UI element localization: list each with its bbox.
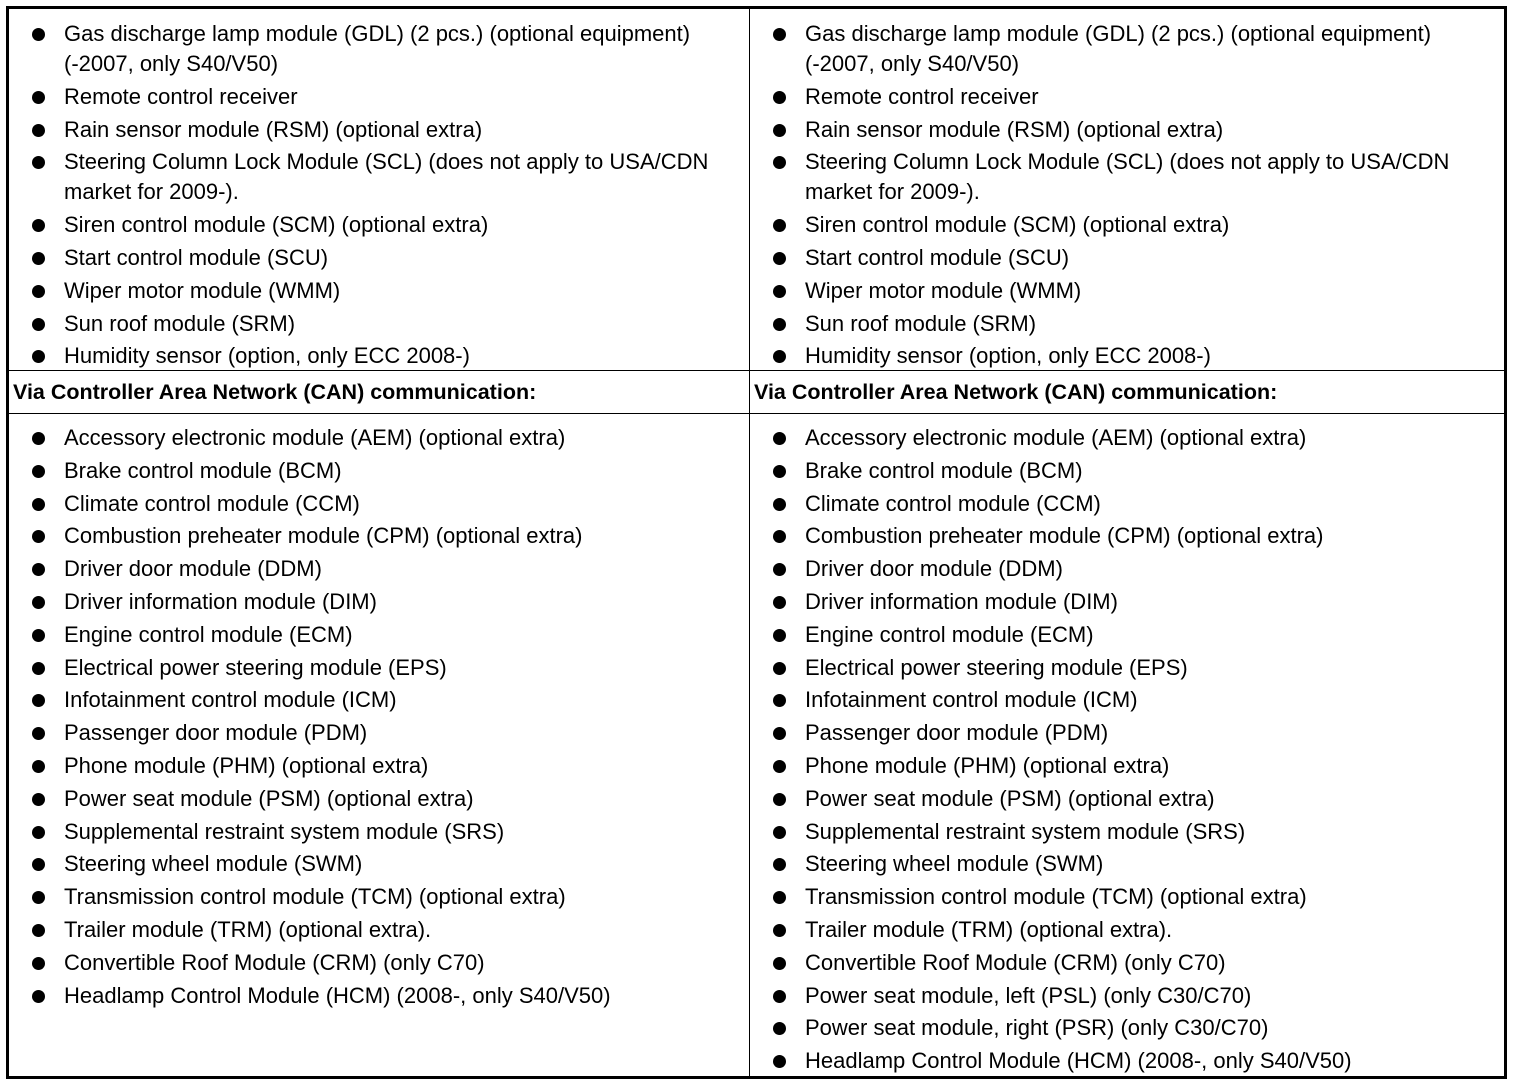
list-item	[750, 243, 1504, 273]
bullet-icon	[773, 465, 786, 478]
list-item-text: Remote control receiver	[805, 83, 1039, 109]
bullet-icon	[32, 432, 45, 445]
bullet-icon	[773, 957, 786, 970]
list-item-text: Start control module (SCU)	[64, 244, 329, 270]
bullet-icon	[32, 662, 45, 675]
list-item	[750, 620, 1504, 650]
bullet-icon	[32, 891, 45, 904]
bullet-icon	[32, 629, 45, 642]
list-item	[750, 82, 1504, 112]
bullet-icon	[32, 350, 45, 363]
list-item	[9, 147, 749, 207]
list-item-text: Headlamp Control Module (HCM) (2008-, only S40/V50)	[64, 982, 611, 1008]
list-item	[750, 341, 1504, 371]
list-item-text: Convertible Roof Module (CRM) (only C70)	[805, 949, 1226, 975]
list-item	[9, 341, 749, 371]
list-item-text: Passenger door module (PDM)	[805, 720, 1109, 746]
list-item-text: Steering wheel module (SWM)	[64, 851, 363, 877]
list-item	[750, 685, 1504, 715]
list-item-text: Phone module (PHM) (optional extra)	[64, 752, 429, 778]
list-item-text: Trailer module (TRM) (optional extra).	[64, 916, 432, 942]
bullet-icon	[32, 957, 45, 970]
bullet-icon	[773, 498, 786, 511]
bullet-icon	[32, 318, 45, 331]
list-item	[9, 718, 749, 748]
bullet-icon	[32, 793, 45, 806]
list-item	[750, 653, 1504, 683]
list-item-text: Trailer module (TRM) (optional extra).	[805, 916, 1173, 942]
bullet-icon	[773, 891, 786, 904]
bullet-icon	[773, 760, 786, 773]
bullet-icon	[32, 252, 45, 265]
list-item-text: Steering Column Lock Module (SCL) (does not apply to USA/CDN market for 2009-).	[64, 149, 709, 205]
list-item-text: Convertible Roof Module (CRM) (only C70)	[64, 949, 485, 975]
list-item-text: Climate control module (CCM)	[805, 490, 1101, 516]
bullet-icon	[32, 91, 45, 104]
list-item	[750, 718, 1504, 748]
bullet-icon	[32, 826, 45, 839]
bullet-icon	[32, 924, 45, 937]
list-item-text: Wiper motor module (WMM)	[805, 277, 1082, 303]
list-item-text: Brake control module (BCM)	[805, 457, 1083, 483]
list-item	[9, 489, 749, 519]
list-item-text: Wiper motor module (WMM)	[64, 277, 341, 303]
list-item	[9, 521, 749, 551]
list-item-text: Sun roof module (SRM)	[64, 310, 296, 336]
module-table	[6, 6, 1507, 1079]
bullet-icon	[32, 219, 45, 232]
bullet-icon	[32, 28, 45, 41]
bullet-icon	[32, 465, 45, 478]
list-item	[9, 210, 749, 240]
list-item-text: Gas discharge lamp module (GDL) (2 pcs.) (optional equipment) (-2007, only S40/V50)	[64, 21, 691, 76]
list-item-text: Electrical power steering module (EPS)	[64, 654, 447, 680]
list-item-text: Infotainment control module (ICM)	[64, 687, 397, 713]
list-item-text: Rain sensor module (RSM) (optional extra)	[805, 116, 1224, 142]
bullet-icon	[32, 727, 45, 740]
bullet-icon	[773, 432, 786, 445]
list-item	[750, 1046, 1504, 1076]
list-item	[9, 948, 749, 978]
list-item	[9, 849, 749, 879]
bullet-icon	[773, 990, 786, 1003]
bullet-icon	[32, 596, 45, 609]
list-item	[9, 981, 749, 1011]
list-item-text: Climate control module (CCM)	[64, 490, 360, 516]
list-item	[750, 521, 1504, 551]
list-item	[750, 587, 1504, 617]
list-item-text: Rain sensor module (RSM) (optional extra)	[64, 116, 483, 142]
list-item-text: Transmission control module (TCM) (optional extra)	[805, 884, 1307, 910]
bullet-icon	[773, 156, 786, 169]
list-item	[750, 456, 1504, 486]
bullet-icon	[773, 318, 786, 331]
bullet-icon	[773, 793, 786, 806]
list-item-text: Power seat module, left (PSL) (only C30/C70)	[805, 982, 1252, 1008]
right-top-cell	[750, 9, 1504, 371]
bullet-icon	[32, 990, 45, 1003]
list-item-text: Driver information module (DIM)	[64, 588, 377, 614]
list-item	[9, 587, 749, 617]
list-item-text: Combustion preheater module (CPM) (optional extra)	[64, 523, 583, 549]
bullet-icon	[32, 563, 45, 576]
list-item	[750, 882, 1504, 912]
list-item	[9, 685, 749, 715]
bullet-icon	[32, 498, 45, 511]
list-item	[9, 751, 749, 781]
list-item-text: Supplemental restraint system module (SRS)	[64, 818, 505, 844]
list-item	[9, 276, 749, 306]
bullet-icon	[773, 563, 786, 576]
list-item-text: Siren control module (SCM) (optional extra)	[805, 212, 1230, 238]
list-item	[9, 243, 749, 273]
list-item	[750, 981, 1504, 1011]
bullet-icon	[773, 285, 786, 298]
list-item	[750, 1013, 1504, 1043]
list-item	[9, 456, 749, 486]
bullet-icon	[773, 219, 786, 232]
list-item-text: Power seat module (PSM) (optional extra)	[64, 785, 474, 811]
bullet-icon	[773, 124, 786, 137]
bullet-icon	[32, 124, 45, 137]
list-item	[750, 115, 1504, 145]
bullet-icon	[773, 629, 786, 642]
list-item-text: Combustion preheater module (CPM) (optional extra)	[805, 523, 1324, 549]
list-item	[750, 210, 1504, 240]
list-item-text: Engine control module (ECM)	[805, 621, 1094, 647]
list-item	[9, 915, 749, 945]
list-item	[750, 19, 1504, 79]
list-item-text: Accessory electronic module (AEM) (optional extra)	[805, 425, 1307, 450]
list-item	[750, 948, 1504, 978]
list-item	[9, 653, 749, 683]
list-item	[9, 784, 749, 814]
list-item-text: Driver door module (DDM)	[805, 556, 1063, 582]
left-top-list	[9, 9, 749, 371]
list-item	[750, 276, 1504, 306]
list-item	[750, 784, 1504, 814]
list-item-text: Engine control module (ECM)	[64, 621, 353, 647]
list-item-text: Phone module (PHM) (optional extra)	[805, 752, 1170, 778]
list-item	[9, 817, 749, 847]
list-item-text: Infotainment control module (ICM)	[805, 687, 1138, 713]
list-item-text: Sun roof module (SRM)	[805, 310, 1037, 336]
bullet-icon	[32, 694, 45, 707]
bullet-icon	[773, 1022, 786, 1035]
bullet-icon	[32, 760, 45, 773]
bullet-icon	[32, 156, 45, 169]
list-item-text: Accessory electronic module (AEM) (optional extra)	[64, 425, 566, 450]
list-item	[9, 19, 749, 79]
bullet-icon	[773, 694, 786, 707]
left-can-list	[9, 414, 749, 1011]
list-item-text: Brake control module (BCM)	[64, 457, 342, 483]
list-item-text: Passenger door module (PDM)	[64, 720, 368, 746]
list-item	[750, 751, 1504, 781]
right-can-cell	[750, 414, 1504, 1076]
bullet-icon	[32, 530, 45, 543]
bullet-icon	[773, 252, 786, 265]
list-item	[9, 309, 749, 339]
list-item	[750, 147, 1504, 207]
list-item-text: Electrical power steering module (EPS)	[805, 654, 1188, 680]
list-item	[9, 882, 749, 912]
list-item	[9, 115, 749, 145]
list-item	[9, 423, 749, 453]
list-item-text: Headlamp Control Module (HCM) (2008-, only S40/V50)	[805, 1048, 1352, 1074]
list-item-text: Steering Column Lock Module (SCL) (does not apply to USA/CDN market for 2009-).	[805, 149, 1450, 205]
bullet-icon	[773, 596, 786, 609]
list-item-text: Steering wheel module (SWM)	[805, 851, 1104, 877]
list-item	[9, 82, 749, 112]
bullet-icon	[773, 662, 786, 675]
list-item	[750, 309, 1504, 339]
list-item	[750, 554, 1504, 584]
list-item-text: Humidity sensor (option, only ECC 2008-)	[805, 343, 1211, 369]
list-item-text: Driver information module (DIM)	[805, 588, 1118, 614]
bullet-icon	[32, 858, 45, 871]
list-item-text: Remote control receiver	[64, 83, 298, 109]
list-item	[750, 489, 1504, 519]
list-item-text: Driver door module (DDM)	[64, 556, 322, 582]
list-item-text: Power seat module, right (PSR) (only C30/C70)	[805, 1015, 1269, 1041]
list-item	[9, 554, 749, 584]
right-top-list	[750, 9, 1504, 371]
list-item	[750, 423, 1504, 453]
bullet-icon	[773, 28, 786, 41]
list-item-text: Start control module (SCU)	[805, 244, 1070, 270]
list-item-text: Humidity sensor (option, only ECC 2008-)	[64, 343, 470, 369]
list-item	[750, 849, 1504, 879]
list-item-text: Supplemental restraint system module (SRS)	[805, 818, 1246, 844]
list-item-text: Transmission control module (TCM) (optional extra)	[64, 884, 566, 910]
right-can-heading: Via Controller Area Network (CAN) communication:	[750, 371, 1504, 414]
left-top-cell	[9, 9, 750, 371]
bullet-icon	[773, 924, 786, 937]
bullet-icon	[32, 285, 45, 298]
bullet-icon	[773, 727, 786, 740]
list-item	[750, 915, 1504, 945]
right-can-list	[750, 414, 1504, 1076]
list-item	[750, 817, 1504, 847]
bullet-icon	[773, 858, 786, 871]
list-item	[9, 620, 749, 650]
left-can-cell	[9, 414, 750, 1076]
bullet-icon	[773, 530, 786, 543]
bullet-icon	[773, 91, 786, 104]
bullet-icon	[773, 1055, 786, 1068]
bullet-icon	[773, 350, 786, 363]
bullet-icon	[773, 826, 786, 839]
list-item-text: Gas discharge lamp module (GDL) (2 pcs.) (optional equipment) (-2007, only S40/V50)	[805, 21, 1432, 76]
left-can-heading: Via Controller Area Network (CAN) communication:	[9, 371, 750, 414]
list-item-text: Power seat module (PSM) (optional extra)	[805, 785, 1215, 811]
list-item-text: Siren control module (SCM) (optional extra)	[64, 212, 489, 238]
